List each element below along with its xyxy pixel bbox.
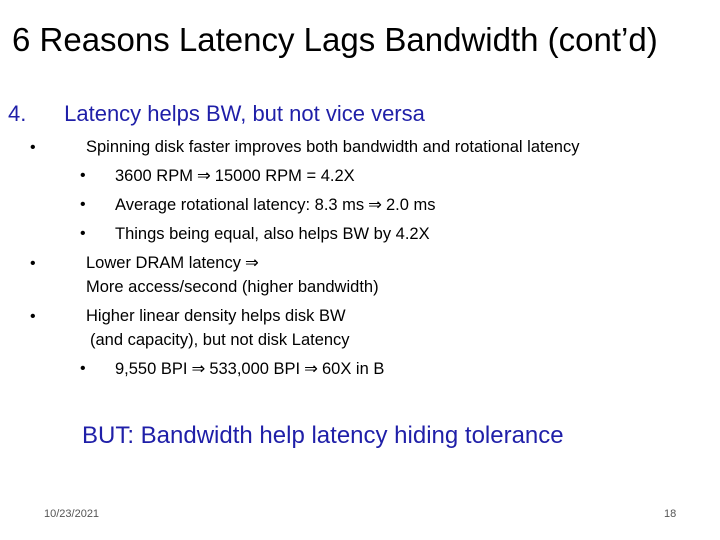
bullet-1-text: Spinning disk faster improves both bandwidth and rotational latency: [86, 138, 580, 156]
bullet-icon: •: [80, 196, 86, 213]
subbullet-3-1-part1: 9,550 BPI: [115, 360, 188, 378]
subbullet-1-2-before: Average rotational latency: 8.3 ms: [115, 196, 365, 214]
subbullet-1-2: [115, 193, 436, 217]
bullet-icon: •: [80, 167, 86, 184]
subbullet-3-1-part3: 60X in B: [321, 360, 385, 378]
bullet-icon: •: [80, 225, 86, 242]
implies-arrow-icon: ⇒: [244, 254, 259, 272]
implies-arrow-icon: ⇒: [196, 167, 211, 185]
subbullet-3-1: [115, 357, 384, 381]
slide-title: 6 Reasons Latency Lags Bandwidth (cont’d): [12, 21, 658, 58]
point-number: 4.: [8, 101, 27, 126]
implies-arrow-icon: ⇒: [368, 196, 382, 214]
highlight-note: BUT: Bandwidth help latency hiding tolerance: [82, 422, 564, 449]
bullet-icon: •: [30, 139, 36, 156]
bullet-icon: •: [80, 360, 86, 377]
subbullet-1-3: Things being equal, also helps BW by 4.2X: [115, 225, 430, 243]
subbullet-1-1-before: 3600 RPM: [115, 167, 193, 185]
footer-date: 10/23/2021: [44, 508, 100, 520]
bullet-2-line-2: More access/second (higher bandwidth): [86, 278, 379, 296]
subbullet-1-2-after: 2.0 ms: [386, 196, 436, 214]
bullet-2-line-1: [86, 251, 263, 275]
bullet-icon: •: [30, 255, 36, 272]
subbullet-3-1-part2: 533,000 BPI: [209, 360, 301, 378]
bullet-2-text: Lower DRAM latency: [86, 254, 241, 272]
implies-arrow-icon: ⇒: [191, 360, 206, 378]
footer-page-number: 18: [664, 508, 677, 520]
bullet-icon: •: [30, 308, 36, 325]
subbullet-1-1: [115, 164, 355, 188]
subbullet-1-1-after: 15000 RPM = 4.2X: [214, 167, 355, 185]
implies-arrow-icon: ⇒: [304, 360, 318, 378]
main-point: [8, 98, 425, 130]
bullet-3-line-2: (and capacity), but not disk Latency: [90, 331, 350, 349]
point-text: Latency helps BW, but not vice versa: [64, 101, 425, 126]
bullet-3-line-1: Higher linear density helps disk BW: [86, 307, 346, 325]
